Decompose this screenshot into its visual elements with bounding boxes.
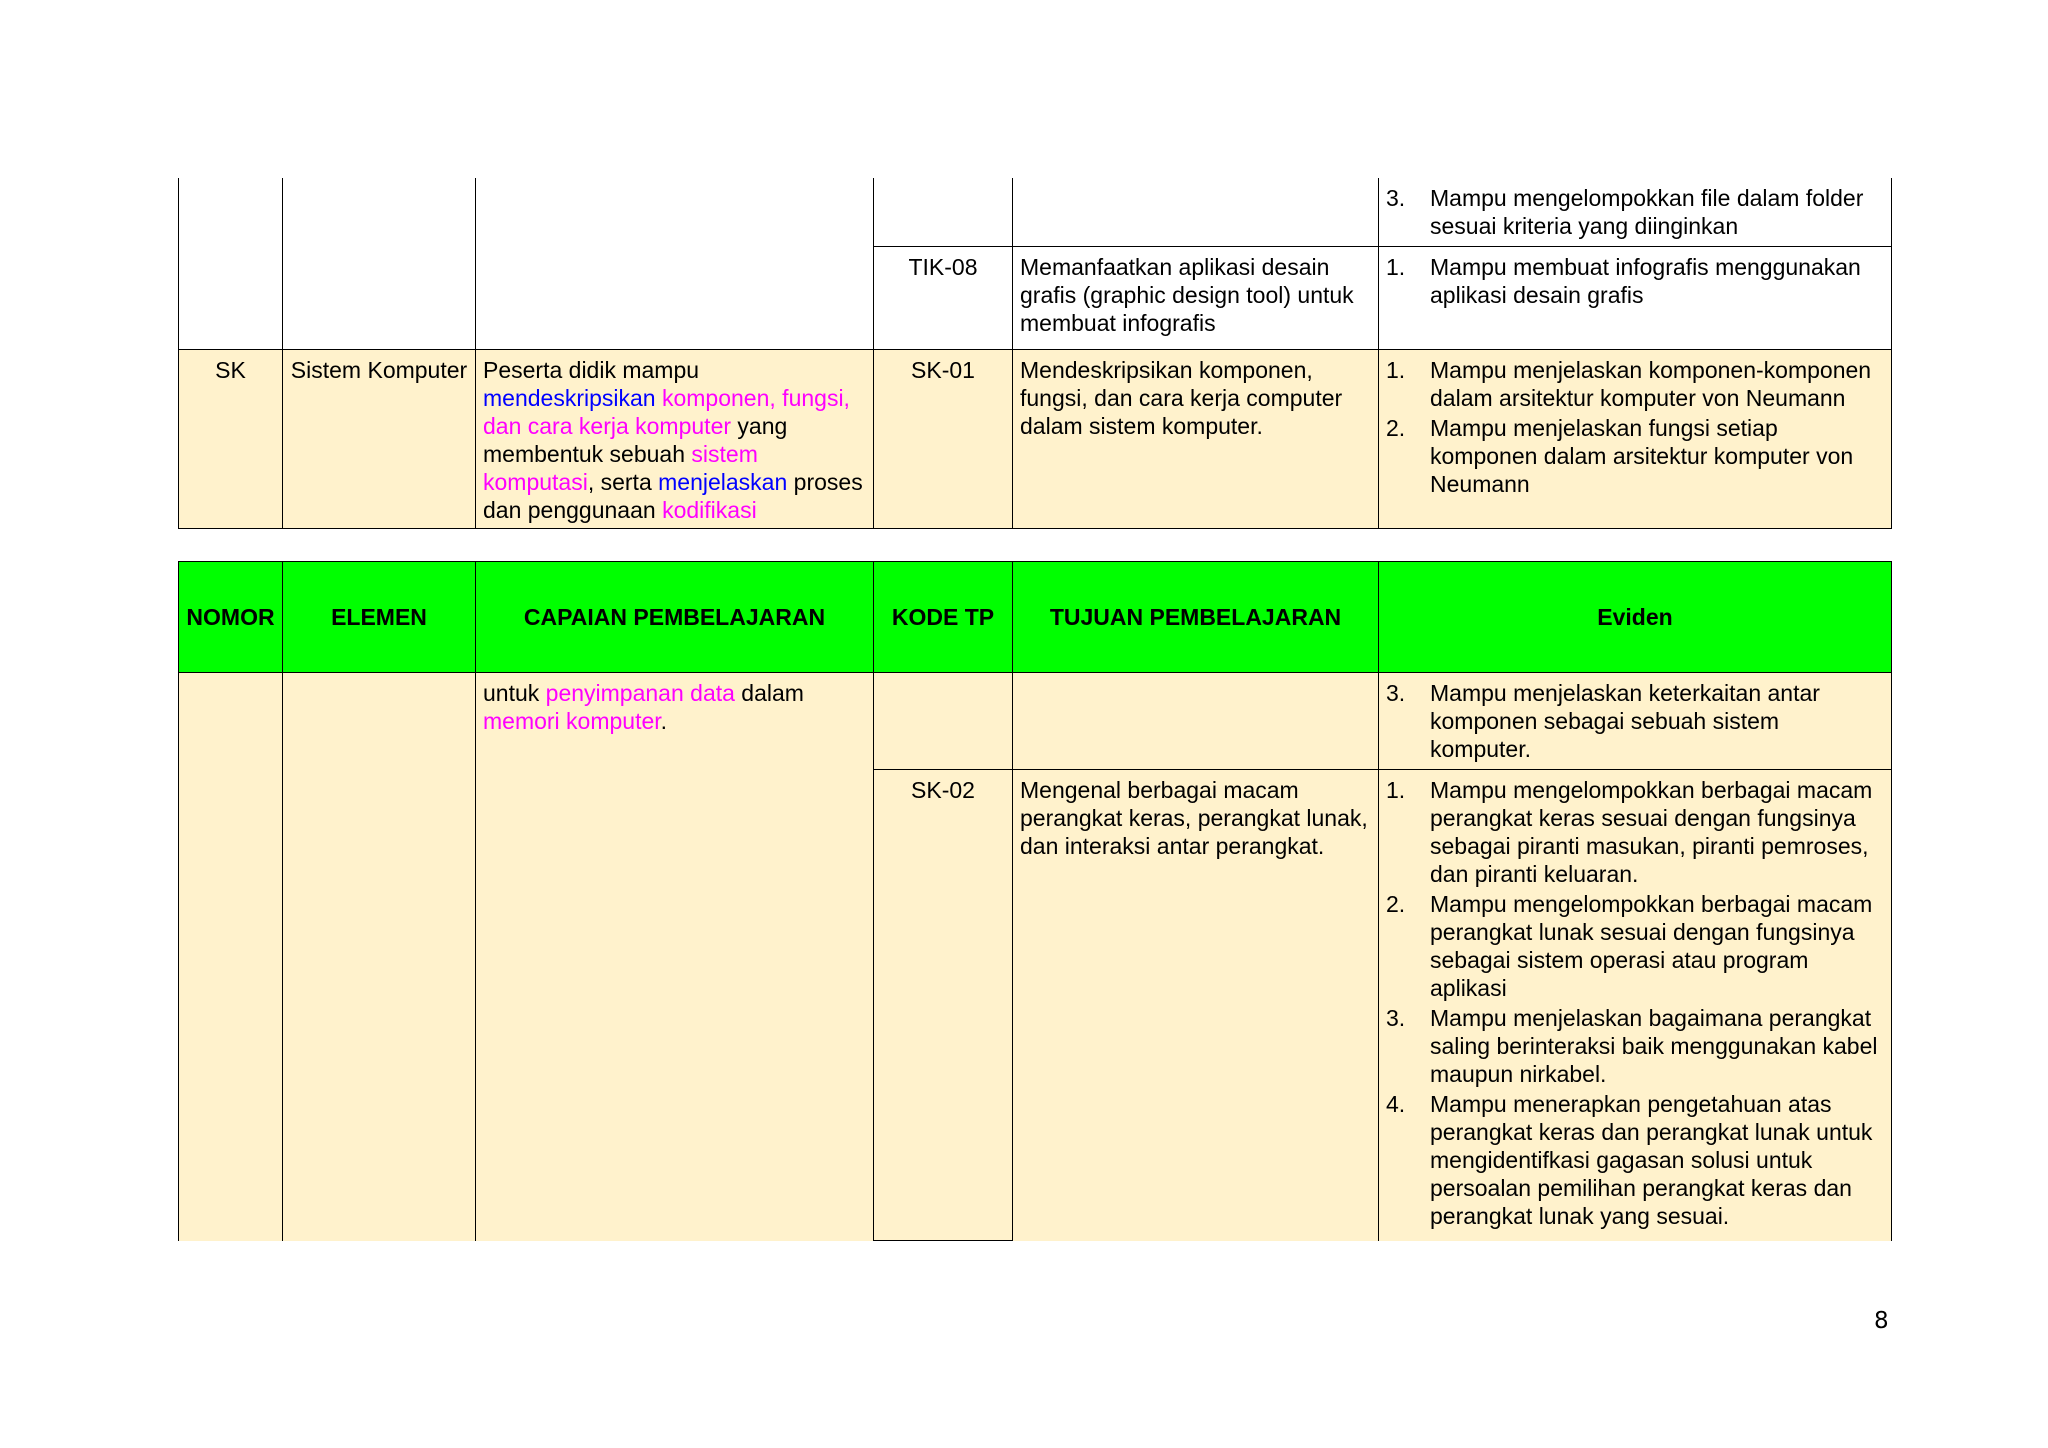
tujuan-cell bbox=[1013, 673, 1379, 770]
cp-text-segment: untuk bbox=[483, 680, 546, 706]
kode-cell: TIK-08 bbox=[874, 247, 1013, 350]
evidence-cell bbox=[1379, 247, 1892, 350]
table-part-1 bbox=[178, 178, 1892, 529]
table-header-row bbox=[179, 562, 1892, 673]
kode-cell: SK-02 bbox=[874, 770, 1013, 1241]
header-tujuan: TUJUAN PEMBELAJARAN bbox=[1013, 562, 1379, 673]
tujuan-cell: Memanfaatkan aplikasi desain grafis (graphic design tool) untuk membuat infografis bbox=[1013, 247, 1379, 350]
cp-text-segment: sistem komputasi bbox=[483, 441, 758, 495]
cp-text-segment: memori komputer bbox=[483, 708, 661, 734]
evidence-list bbox=[1386, 356, 1884, 498]
table-row bbox=[179, 673, 1892, 770]
nomor-cell bbox=[179, 673, 283, 1241]
list-item bbox=[1386, 1004, 1884, 1088]
kode-cell bbox=[874, 178, 1013, 247]
evidence-cell bbox=[1379, 350, 1892, 529]
evidence-list bbox=[1386, 184, 1884, 240]
list-item-number: 3. bbox=[1386, 185, 1406, 211]
cp-text-segment: dalam bbox=[734, 680, 804, 706]
list-item-number: 2. bbox=[1386, 891, 1406, 917]
list-item bbox=[1386, 356, 1884, 412]
list-item bbox=[1386, 253, 1884, 309]
table-row bbox=[179, 178, 1892, 247]
cp-cell bbox=[476, 178, 874, 350]
cp-text-segment: , serta bbox=[587, 469, 659, 495]
elemen-cell bbox=[283, 673, 476, 1241]
list-item-text: Mampu membuat infografis menggunakan aplikasi desain grafis bbox=[1430, 254, 1861, 308]
elemen-cell bbox=[283, 178, 476, 350]
list-item-number: 3. bbox=[1386, 680, 1406, 706]
list-item bbox=[1386, 184, 1884, 240]
cp-text-segment: penyimpanan data bbox=[545, 680, 735, 706]
cp-text-segment: proses dan penggunaan bbox=[483, 469, 863, 523]
list-item bbox=[1386, 679, 1884, 763]
kode-cell: SK-01 bbox=[874, 350, 1013, 529]
page-number: 8 bbox=[1874, 1308, 1889, 1334]
cp-cell bbox=[476, 350, 874, 529]
evidence-list bbox=[1386, 679, 1884, 763]
header-kode-tp: KODE TP bbox=[874, 562, 1013, 673]
list-item-number: 1. bbox=[1386, 777, 1406, 803]
list-item-text: Mampu mengelompokkan berbagai macam perangkat lunak sesuai dengan fungsinya sebagai sistem operasi atau program aplikasi bbox=[1430, 891, 1873, 1001]
nomor-cell bbox=[179, 178, 283, 350]
cp-cell bbox=[476, 673, 874, 1241]
evidence-list bbox=[1386, 253, 1884, 309]
evidence-cell bbox=[1379, 178, 1892, 247]
list-item-number: 4. bbox=[1386, 1091, 1406, 1117]
list-item bbox=[1386, 776, 1884, 888]
list-item-text: Mampu menjelaskan bagaimana perangkat saling berinteraksi baik menggunakan kabel maupun nirkabel. bbox=[1430, 1005, 1878, 1087]
list-item-text: Mampu mengelompokkan berbagai macam perangkat keras sesuai dengan fungsinya sebagai piranti masukan, piranti pemroses, dan piranti keluaran. bbox=[1430, 777, 1873, 887]
list-item-number: 3. bbox=[1386, 1005, 1406, 1031]
list-item-text: Mampu menerapkan pengetahuan atas perangkat keras dan perangkat lunak untuk mengidentifkasi gagasan solusi untuk persoalan pemilihan perangkat keras dan perangkat lunak yang sesuai. bbox=[1430, 1091, 1873, 1229]
kode-cell bbox=[874, 673, 1013, 770]
list-item bbox=[1386, 1090, 1884, 1230]
tujuan-cell: Mengenal berbagai macam perangkat keras, perangkat lunak, dan interaksi antar perangkat. bbox=[1013, 770, 1379, 1241]
list-item bbox=[1386, 890, 1884, 1002]
list-item-number: 1. bbox=[1386, 357, 1406, 383]
table-part-2 bbox=[178, 561, 1892, 1241]
evidence-cell bbox=[1379, 770, 1892, 1241]
cp-text-segment: komponen, fungsi, dan cara kerja komputer bbox=[483, 385, 850, 439]
list-item-text: Mampu menjelaskan fungsi setiap komponen dalam arsitektur komputer von Neumann bbox=[1430, 415, 1854, 497]
list-item-number: 1. bbox=[1386, 254, 1406, 280]
elemen-cell: Sistem Komputer bbox=[283, 350, 476, 529]
nomor-cell: SK bbox=[179, 350, 283, 529]
header-nomor: NOMOR bbox=[179, 562, 283, 673]
list-item-text: Mampu menjelaskan komponen-komponen dalam arsitektur komputer von Neumann bbox=[1430, 357, 1872, 411]
header-capaian: CAPAIAN PEMBELAJARAN bbox=[476, 562, 874, 673]
list-item bbox=[1386, 414, 1884, 498]
cp-text-segment: mendeskripsikan bbox=[483, 385, 656, 411]
tujuan-cell bbox=[1013, 178, 1379, 247]
cp-text-segment: menjelaskan bbox=[658, 469, 788, 495]
header-eviden: Eviden bbox=[1379, 562, 1892, 673]
evidence-list bbox=[1386, 776, 1884, 1230]
list-item-text: Mampu mengelompokkan file dalam folder sesuai kriteria yang diinginkan bbox=[1430, 185, 1864, 239]
header-elemen: ELEMEN bbox=[283, 562, 476, 673]
cp-text-segment: kodifikasi bbox=[662, 497, 757, 523]
tujuan-cell: Mendeskripsikan komponen, fungsi, dan cara kerja computer dalam sistem komputer. bbox=[1013, 350, 1379, 529]
cp-text-segment: yang membentuk sebuah bbox=[483, 413, 788, 467]
cp-text-segment: Peserta didik mampu bbox=[483, 357, 700, 383]
table-row bbox=[179, 350, 1892, 529]
evidence-cell bbox=[1379, 673, 1892, 770]
list-item-number: 2. bbox=[1386, 415, 1406, 441]
cp-text-segment: . bbox=[660, 708, 668, 734]
list-item-text: Mampu menjelaskan keterkaitan antar komponen sebagai sebuah sistem komputer. bbox=[1430, 680, 1820, 762]
